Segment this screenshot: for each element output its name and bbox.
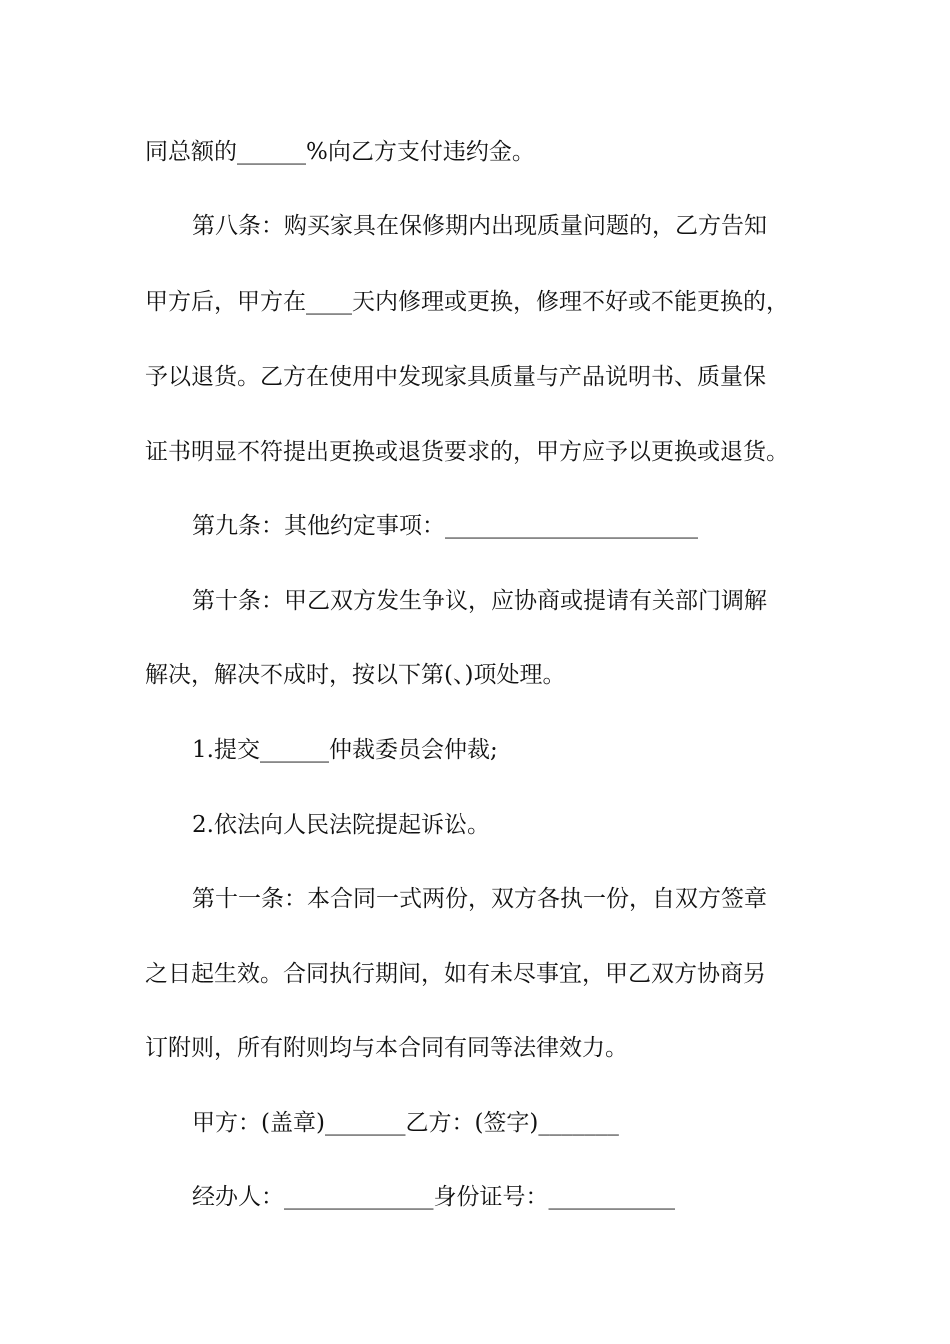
clause-11-line-1 bbox=[0, 879, 950, 919]
text-line: 证书明显不符提出更换或退货要求的，甲方应予以更换或退货。 bbox=[145, 439, 789, 465]
clause-11-line-3 bbox=[0, 1028, 950, 1068]
option-2 bbox=[0, 805, 950, 845]
signature-line bbox=[0, 1103, 950, 1143]
handler-id-line bbox=[0, 1177, 950, 1217]
clause-11-line-2 bbox=[0, 954, 950, 994]
clause-10-line-2 bbox=[0, 655, 950, 695]
clause-8-line-1 bbox=[0, 206, 950, 246]
clause-10-line-1 bbox=[0, 581, 950, 621]
text-line: 之日起生效。合同执行期间，如有未尽事宜，甲乙双方协商另 bbox=[145, 961, 766, 987]
clause-9 bbox=[0, 506, 950, 546]
text-line: 第九条：其他约定事项：______________________ bbox=[192, 513, 698, 539]
text-line: 第十一条：本合同一式两份，双方各执一份，自双方签章 bbox=[192, 886, 767, 912]
clause-8-line-4 bbox=[0, 432, 950, 472]
text-line: 予以退货。乙方在使用中发现家具质量与产品说明书、质量保 bbox=[145, 364, 766, 390]
text-line: 第十条：甲乙双方发生争议，应协商或提请有关部门调解 bbox=[192, 588, 767, 614]
text-line: 甲方：(盖章)_______乙方：(签字)_______ bbox=[192, 1110, 619, 1136]
text-line: 经办人：_____________身份证号：___________ bbox=[192, 1184, 675, 1210]
option-1 bbox=[0, 730, 950, 770]
text-line: 解决，解决不成时，按以下第(、)项处理。 bbox=[145, 662, 566, 688]
clause-7-continuation bbox=[0, 132, 950, 172]
text-line: 1.提交______仲裁委员会仲裁; bbox=[192, 737, 498, 763]
clause-8-line-3 bbox=[0, 357, 950, 397]
text-line: 甲方后，甲方在____天内修理或更换，修理不好或不能更换的， bbox=[145, 289, 789, 315]
text-line: 2.依法向人民法院提起诉讼。 bbox=[192, 812, 490, 838]
text-line: 同总额的______%向乙方支付违约金。 bbox=[145, 139, 535, 165]
text-line: 订附则，所有附则均与本合同有同等法律效力。 bbox=[145, 1035, 628, 1061]
clause-8-line-2 bbox=[0, 282, 950, 322]
text-line: 第八条：购买家具在保修期内出现质量问题的，乙方告知 bbox=[192, 213, 767, 239]
